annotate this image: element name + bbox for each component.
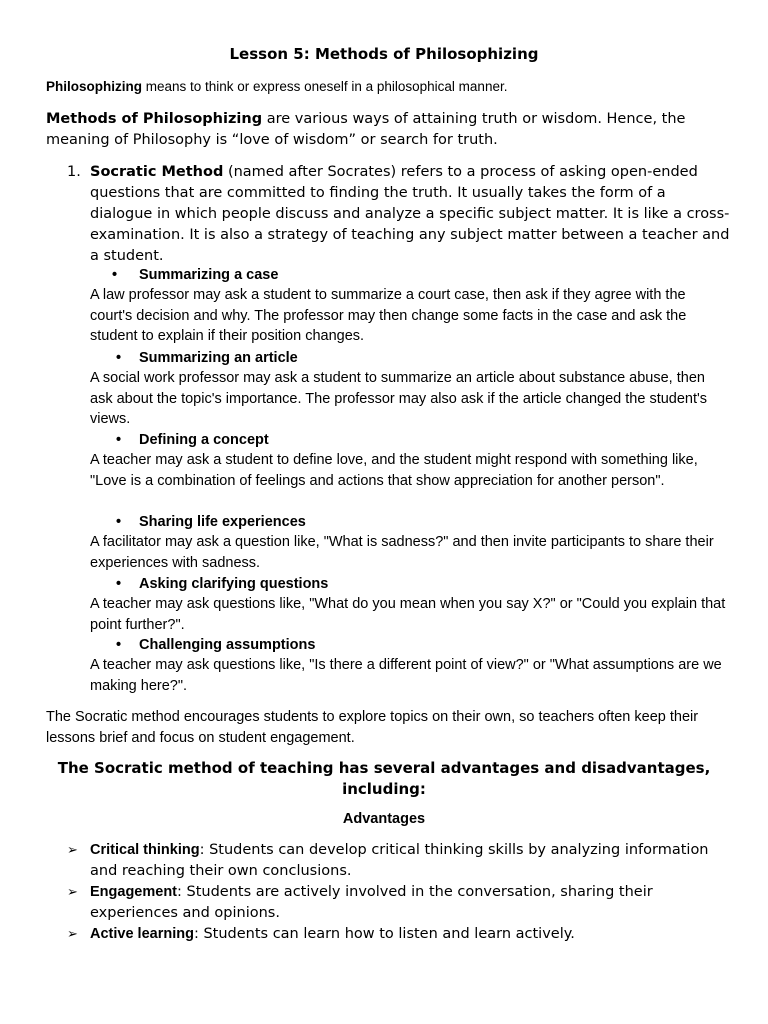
advantages-disadvantages-heading: The Socratic method of teaching has several advantages and disadvantages, including:: [57, 759, 711, 798]
bullet-icon: •: [116, 432, 122, 448]
example-body: A social work professor may ask a student to summarize an article about substance abuse, then ask about the topic's importance. The professor may also ask if the article changed the student's views.: [90, 370, 708, 427]
example-body: A teacher may ask questions like, "What do you mean when you say X?" or "Could you explain that point further?".: [90, 596, 726, 633]
example-defining-concept: [90, 430, 730, 491]
bullet-icon: •: [116, 514, 122, 530]
example-summarizing-article: [90, 348, 730, 430]
methods-intro-term: Methods of Philosophizing: [46, 111, 263, 127]
bullet-icon: •: [116, 576, 122, 592]
example-body: A law professor may ask a student to summarize a court case, then ask if they agree with the court's decision and why. The professor may then change some facts in the case and ask the student to explain if their position changes.: [90, 287, 687, 344]
example-heading: Challenging assumptions: [139, 637, 316, 653]
example-heading: Sharing life experiences: [139, 514, 306, 530]
definition-paragraph: [46, 79, 736, 94]
arrow-bullet-icon: ➢: [67, 843, 78, 858]
example-sharing-life-experiences: [90, 512, 730, 573]
example-heading: Asking clarifying questions: [139, 576, 329, 592]
bullet-icon: •: [112, 267, 118, 283]
arrow-bullet-icon: ➢: [67, 927, 78, 942]
summary-paragraph: The Socratic method encourages students to explore topics on their own, so teachers often keep their lessons brief and focus on student engagement.: [46, 709, 699, 746]
advantage-item-active-learning: [67, 924, 740, 945]
advantage-item-engagement: [67, 882, 740, 924]
advantage-text: : Students can develop critical thinking skills by analyzing information and reaching their own conclusions.: [90, 842, 709, 879]
advantages-heading: Advantages: [342, 811, 426, 827]
socratic-method-term: Socratic Method: [90, 164, 224, 180]
example-asking-clarifying-questions: [90, 574, 730, 635]
definition-term: Philosophizing: [46, 79, 142, 94]
list-item-number: 1.: [67, 164, 81, 180]
example-challenging-assumptions: [90, 635, 730, 696]
definition-text: means to think or express oneself in a philosophical manner.: [142, 79, 508, 94]
advantage-term: Engagement: [90, 884, 178, 900]
socratic-method-text: (named after Socrates) refers to a process of asking open-ended questions that are committed to finding the truth. It usually takes the form of a dialogue in which people discuss and analyze a specific subject matter. It is like a cross-examination. It is also a strategy of teaching any subject matter between a teacher and a student.: [90, 164, 730, 264]
arrow-bullet-icon: ➢: [67, 885, 78, 900]
methods-intro-text: are various ways of attaining truth or wisdom. Hence, the meaning of Philosophy is “love of wisdom” or search for truth.: [46, 111, 686, 148]
bullet-icon: •: [116, 350, 122, 366]
list-item-socratic-method: [67, 162, 732, 267]
example-body: A teacher may ask questions like, "Is there a different point of view?" or "What assumptions are we making here?".: [90, 657, 722, 694]
example-heading: Defining a concept: [139, 432, 269, 448]
example-body: A facilitator may ask a question like, "What is sadness?" and then invite participants to share their experiences with sadness.: [90, 534, 714, 571]
bullet-icon: •: [116, 637, 122, 653]
advantage-text: : Students can learn how to listen and learn actively.: [193, 926, 575, 942]
advantage-text: : Students are actively involved in the conversation, sharing their experiences and opinions.: [90, 884, 653, 921]
advantage-term: Active learning: [90, 926, 194, 942]
example-summarizing-case: [90, 265, 730, 347]
example-heading: Summarizing a case: [139, 267, 279, 283]
advantage-term: Critical thinking: [90, 842, 200, 858]
advantage-item-critical-thinking: [67, 840, 740, 882]
methods-intro-paragraph: [46, 109, 736, 151]
example-body: A teacher may ask a student to define love, and the student might respond with something like, "Love is a combination of feelings and actions that show appreciation for another person".: [90, 452, 698, 489]
example-heading: Summarizing an article: [139, 350, 298, 366]
page-title: Lesson 5: Methods of Philosophizing: [229, 45, 539, 63]
